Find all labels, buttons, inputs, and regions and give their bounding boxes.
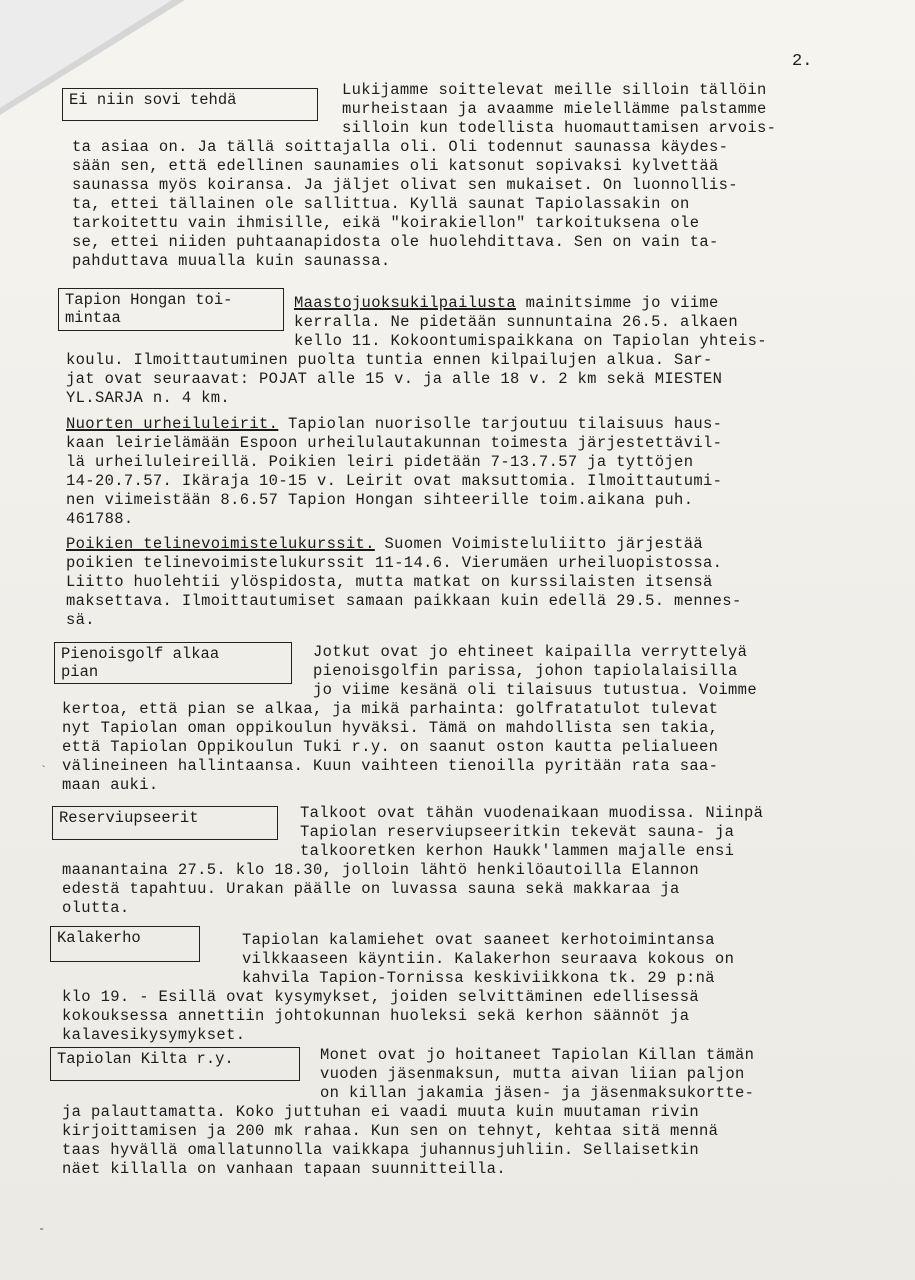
text-line: vuoden jäsenmaksun, mutta aivan liian paljon: [320, 1065, 745, 1083]
underlined-lead: Poikien telinevoimistelukurssit.: [66, 535, 375, 553]
text-line: pahduttava muualla kuin saunassa.: [72, 252, 391, 270]
text-line: maksettava. Ilmoittautumiset samaan paikkaan kuin edellä 29.5. mennes-: [66, 592, 742, 610]
stray-mark: `: [40, 764, 48, 778]
text-line: silloin kun todellista huomauttamisen arvois-: [342, 119, 777, 137]
text-line: ta, ettei tällainen ole sallittua. Kyllä saunat Tapiolassakin on: [72, 195, 690, 213]
line-rest: Suomen Voimisteluliitto järjestää: [374, 535, 704, 553]
heading-text: Tapiolan Kilta r.y.: [57, 1050, 234, 1068]
heading-text: Reserviupseerit: [59, 809, 199, 827]
section-heading-kalakerho: [50, 926, 200, 962]
line-rest: mainitsimme jo viime: [516, 294, 719, 312]
stray-mark: -: [38, 1222, 46, 1236]
heading-text-line2: pian: [61, 663, 99, 681]
text-line: välineineen hallintaansa. Kuun vaihteen tienoilla pyritään rata saa-: [62, 757, 719, 775]
text-line: Tapiolan reserviupseeritkin tekevät sauna- ja: [300, 823, 735, 841]
text-line: Liitto huolehtii ylöspidosta, mutta matkat on kurssilaisten itsensä: [66, 573, 713, 591]
heading-text-line2: mintaa: [65, 309, 121, 327]
text-line: maan auki.: [62, 776, 159, 794]
text-line: lä urheiluleireillä. Poikien leiri pidetään 7-13.7.57 ja tyttöjen: [66, 453, 694, 471]
text-line: Talkoot ovat tähän vuodenaikaan muodissa. Niinpä: [300, 804, 764, 822]
text-line: koulu. Ilmoittautuminen puolta tuntia ennen kilpailujen alkua. Sar-: [66, 351, 713, 369]
heading-text-line1: Tapion Hongan toi-: [65, 291, 233, 309]
underlined-lead: Maastojuoksukilpailusta: [294, 294, 516, 312]
text-line: pienoisgolfin parissa, johon tapiolalaisilla: [313, 662, 738, 680]
text-line: vilkkaaseen käyntiin. Kalakerhon seuraava kokous on: [242, 950, 735, 968]
text-line: edestä tapahtuu. Urakan päälle on luvassa sauna sekä makkaraa ja: [62, 880, 680, 898]
text-line: kirjoittamisen ja 200 mk rahaa. Kun sen on tehnyt, kehtaa sitä mennä: [62, 1122, 719, 1140]
text-line: olutta.: [62, 899, 130, 917]
section-heading-tapion-hongan-toimintaa: [58, 288, 284, 331]
text-line: kaan leirielämään Espoon urheilulautakunnan toimesta järjestettävil-: [66, 434, 723, 452]
text-line: talkooretken kerhon Haukk'lammen majalle ensi: [300, 842, 735, 860]
text-line: että Tapiolan Oppikoulun Tuki r.y. on saanut oston kautta pelialueen: [62, 738, 719, 756]
text-line: Tapiolan kalamiehet ovat saaneet kerhotoimintansa: [242, 931, 715, 949]
text-line: Monet ovat jo hoitaneet Tapiolan Killan tämän: [320, 1046, 755, 1064]
text-line: 461788.: [66, 510, 134, 528]
text-line: nyt Tapiolan oman oppikoulun hyväksi. Tämä on mahdollista sen takia,: [62, 719, 719, 737]
text-line: kokouksessa annettiin johtokunnan huoleksi sekä kerhon säännöt ja: [62, 1007, 690, 1025]
section-heading-ei-niin-sovi-tehda: [62, 88, 318, 121]
text-line: kalavesikysymykset.: [62, 1026, 246, 1044]
text-line: [294, 295, 719, 312]
text-line: YL.SARJA n. 4 km.: [66, 389, 231, 407]
section-heading-pienoisgolf-alkaa-pian: [54, 642, 292, 684]
text-line: 14-20.7.57. Ikäraja 10-15 v. Leirit ovat maksuttomia. Ilmoittautumi-: [66, 472, 723, 490]
text-line: Lukijamme soittelevat meille silloin tällöin: [342, 81, 767, 99]
text-line: se, ettei niiden puhtaanapidosta ole huolehdittava. Sen on vain ta-: [72, 233, 719, 251]
text-line: kertoa, että pian se alkaa, ja mikä parhainta: golfratatulot tulevat: [62, 700, 719, 718]
text-line: Jotkut ovat jo ehtineet kaipailla verryttelyä: [313, 643, 748, 661]
text-line: sä.: [66, 611, 95, 629]
underlined-lead: Nuorten urheiluleirit.: [66, 415, 279, 433]
heading-text: Kalakerho: [57, 929, 141, 947]
text-line: kello 11. Kokoontumispaikkana on Tapiolan yhteis-: [294, 332, 767, 350]
text-line: saunassa myös koiransa. Ja jäljet olivat sen mukaiset. On luonnollis-: [72, 176, 738, 194]
text-line: taas hyvällä omallatunnolla vaikkapa juhannusjuhliin. Sellaisetkin: [62, 1141, 699, 1159]
text-line: maanantaina 27.5. klo 18.30, jolloin lähtö henkilöautoilla Elannon: [62, 861, 699, 879]
section-heading-tapiolan-kilta: [50, 1047, 300, 1081]
text-line: on killan jakamia jäsen- ja jäsenmaksukortte-: [320, 1084, 755, 1102]
text-line: kerralla. Ne pidetään sunnuntaina 26.5. alkaen: [294, 313, 738, 331]
heading-text-line1: Pienoisgolf alkaa: [61, 645, 220, 663]
text-line: jat ovat seuraavat: POJAT alle 15 v. ja alle 18 v. 2 km sekä MIESTEN: [66, 370, 723, 388]
text-line: [66, 536, 703, 553]
text-line: ja palauttamatta. Koko juttuhan ei vaadi muuta kuin muutaman rivin: [62, 1103, 699, 1121]
text-line: jo viime kesänä oli tilaisuus tutustua. Voimme: [313, 681, 757, 699]
text-line: ta asiaa on. Ja tällä soittajalla oli. Oli todennut saunassa käydes-: [72, 138, 729, 156]
text-line: poikien telinevoimistelukurssit 11-14.6. Vierumäen urheiluopistossa.: [66, 554, 723, 572]
text-line: näet killalla on vanhaan tapaan suunnitteilla.: [62, 1160, 506, 1178]
text-line: tarkoitettu vain ihmisille, eikä "koirakiellon" tarkoituksena ole: [72, 214, 700, 232]
text-line: nen viimeistään 8.6.57 Tapion Hongan sihteerille toim.aikana puh.: [66, 491, 694, 509]
text-line: sään sen, että edellinen saunamies oli katsonut sopivaksi kylvettää: [72, 157, 719, 175]
section-heading-reserviupseerit: [52, 806, 278, 840]
line-rest: Tapiolan nuorisolle tarjoutuu tilaisuus haus-: [278, 415, 723, 433]
page-number: 2.: [792, 52, 813, 71]
text-line: [66, 416, 722, 433]
text-line: kahvila Tapion-Tornissa keskiviikkona tk. 29 p:nä: [242, 969, 715, 987]
heading-text: Ei niin sovi tehdä: [69, 91, 237, 109]
text-line: murheistaan ja avaamme mielellämme palstamme: [342, 100, 767, 118]
text-line: klo 19. - Esillä ovat kysymykset, joiden selvittäminen edellisessä: [62, 988, 699, 1006]
